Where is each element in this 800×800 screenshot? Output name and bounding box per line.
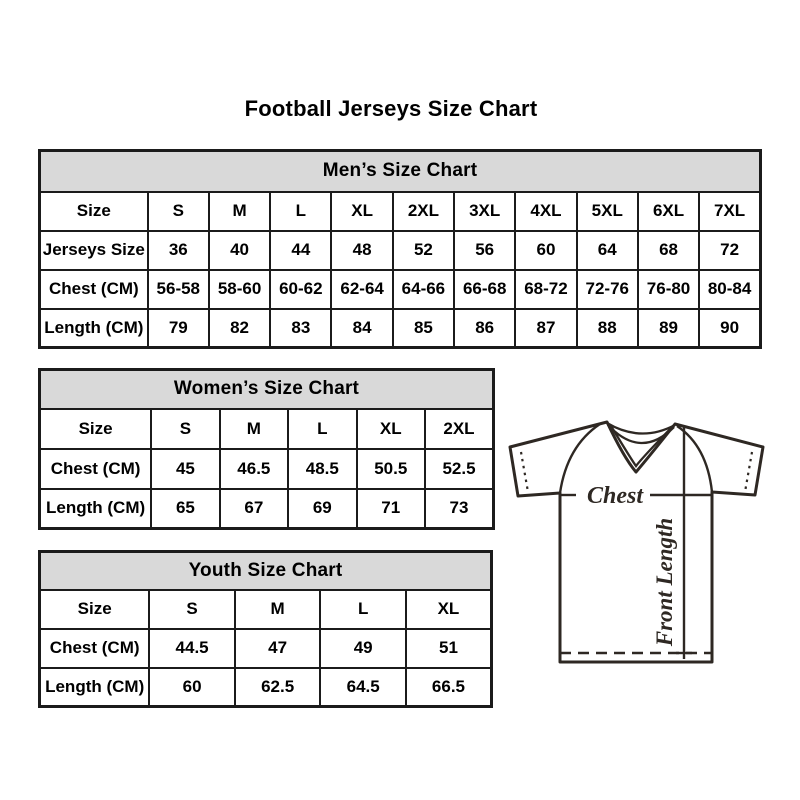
- women-table-title: Women’s Size Chart: [40, 370, 494, 409]
- size-cell: 4XL: [515, 192, 576, 231]
- chest-label: Chest: [587, 483, 644, 509]
- size-cell: XL: [406, 590, 492, 629]
- size-cell: 48.5: [288, 449, 356, 489]
- row-label: Size: [40, 409, 152, 449]
- size-cell: S: [148, 192, 209, 231]
- size-cell: L: [320, 590, 406, 629]
- size-cell: L: [270, 192, 331, 231]
- page-title: Football Jerseys Size Chart: [244, 96, 538, 121]
- size-cell: 36: [148, 231, 209, 270]
- row-label: Length (CM): [40, 668, 150, 707]
- size-cell: 50.5: [357, 449, 425, 489]
- size-cell: 58-60: [209, 270, 270, 309]
- size-cell: M: [235, 590, 321, 629]
- size-cell: 73: [425, 489, 494, 529]
- row-label: Jerseys Size: [40, 231, 148, 270]
- size-cell: 86: [454, 309, 515, 348]
- size-cell: 64.5: [320, 668, 406, 707]
- size-cell: 72: [699, 231, 760, 270]
- size-cell: 52.5: [425, 449, 494, 489]
- row-label: Chest (CM): [40, 449, 152, 489]
- women-table-caption-row: [40, 370, 494, 409]
- table-row: [40, 668, 492, 707]
- table-row: [40, 270, 761, 309]
- size-cell: 56-58: [148, 270, 209, 309]
- row-label: Size: [40, 192, 148, 231]
- size-cell: 46.5: [220, 449, 288, 489]
- row-label: Chest (CM): [40, 270, 148, 309]
- table-row: [40, 489, 494, 529]
- size-cell: 89: [638, 309, 699, 348]
- table-row: [40, 231, 761, 270]
- collar-curve: [607, 423, 675, 434]
- size-cell: 76-80: [638, 270, 699, 309]
- size-cell: 66-68: [454, 270, 515, 309]
- size-cell: 40: [209, 231, 270, 270]
- size-cell: 44: [270, 231, 331, 270]
- size-cell: 90: [699, 309, 760, 348]
- size-cell: 85: [393, 309, 454, 348]
- size-cell: 67: [220, 489, 288, 529]
- size-cell: 44.5: [149, 629, 235, 668]
- size-cell: 52: [393, 231, 454, 270]
- size-cell: 51: [406, 629, 492, 668]
- table-row: [40, 449, 494, 489]
- men-table-title: Men’s Size Chart: [40, 151, 761, 192]
- row-label: Size: [40, 590, 150, 629]
- size-cell: 65: [151, 489, 219, 529]
- size-cell: 72-76: [577, 270, 638, 309]
- youth-size-table: [38, 550, 493, 708]
- size-cell: 56: [454, 231, 515, 270]
- youth-table-caption-row: [40, 552, 492, 590]
- table-row: [40, 309, 761, 348]
- womens-size-table-grid: [38, 368, 495, 530]
- size-cell: 88: [577, 309, 638, 348]
- size-cell: 2XL: [425, 409, 494, 449]
- size-cell: M: [220, 409, 288, 449]
- size-cell: 82: [209, 309, 270, 348]
- size-cell: 48: [331, 231, 392, 270]
- size-cell: 80-84: [699, 270, 760, 309]
- table-row: [40, 629, 492, 668]
- size-cell: 60: [515, 231, 576, 270]
- jersey-outline: [510, 422, 763, 662]
- youth-size-table-grid: [38, 550, 493, 708]
- size-cell: 62-64: [331, 270, 392, 309]
- row-label: Length (CM): [40, 489, 152, 529]
- size-cell: 64: [577, 231, 638, 270]
- mens-size-table: [38, 149, 762, 349]
- mens-size-table-grid: [38, 149, 762, 349]
- size-cell: 6XL: [638, 192, 699, 231]
- table-row: [40, 590, 492, 629]
- size-cell: M: [209, 192, 270, 231]
- size-cell: 68: [638, 231, 699, 270]
- table-row: [40, 192, 761, 231]
- youth-table-title: Youth Size Chart: [40, 552, 492, 590]
- size-cell: XL: [357, 409, 425, 449]
- size-cell: 87: [515, 309, 576, 348]
- size-cell: 60-62: [270, 270, 331, 309]
- size-cell: 3XL: [454, 192, 515, 231]
- size-cell: 66.5: [406, 668, 492, 707]
- size-cell: 2XL: [393, 192, 454, 231]
- size-cell: 49: [320, 629, 406, 668]
- size-cell: 5XL: [577, 192, 638, 231]
- front-length-label: Front Length: [652, 517, 677, 647]
- size-cell: 83: [270, 309, 331, 348]
- size-cell: 79: [148, 309, 209, 348]
- size-cell: 62.5: [235, 668, 321, 707]
- men-table-caption-row: [40, 151, 761, 192]
- size-cell: 84: [331, 309, 392, 348]
- size-cell: 47: [235, 629, 321, 668]
- size-cell: 68-72: [515, 270, 576, 309]
- size-cell: 7XL: [699, 192, 760, 231]
- table-row: [40, 409, 494, 449]
- size-cell: 60: [149, 668, 235, 707]
- size-cell: XL: [331, 192, 392, 231]
- row-label: Length (CM): [40, 309, 148, 348]
- size-cell: 64-66: [393, 270, 454, 309]
- womens-size-table: [38, 368, 495, 530]
- size-cell: 45: [151, 449, 219, 489]
- size-cell: 69: [288, 489, 356, 529]
- size-cell: S: [151, 409, 219, 449]
- size-cell: 71: [357, 489, 425, 529]
- jersey-measurement-diagram: [500, 398, 768, 668]
- row-label: Chest (CM): [40, 629, 150, 668]
- size-cell: S: [149, 590, 235, 629]
- size-cell: L: [288, 409, 356, 449]
